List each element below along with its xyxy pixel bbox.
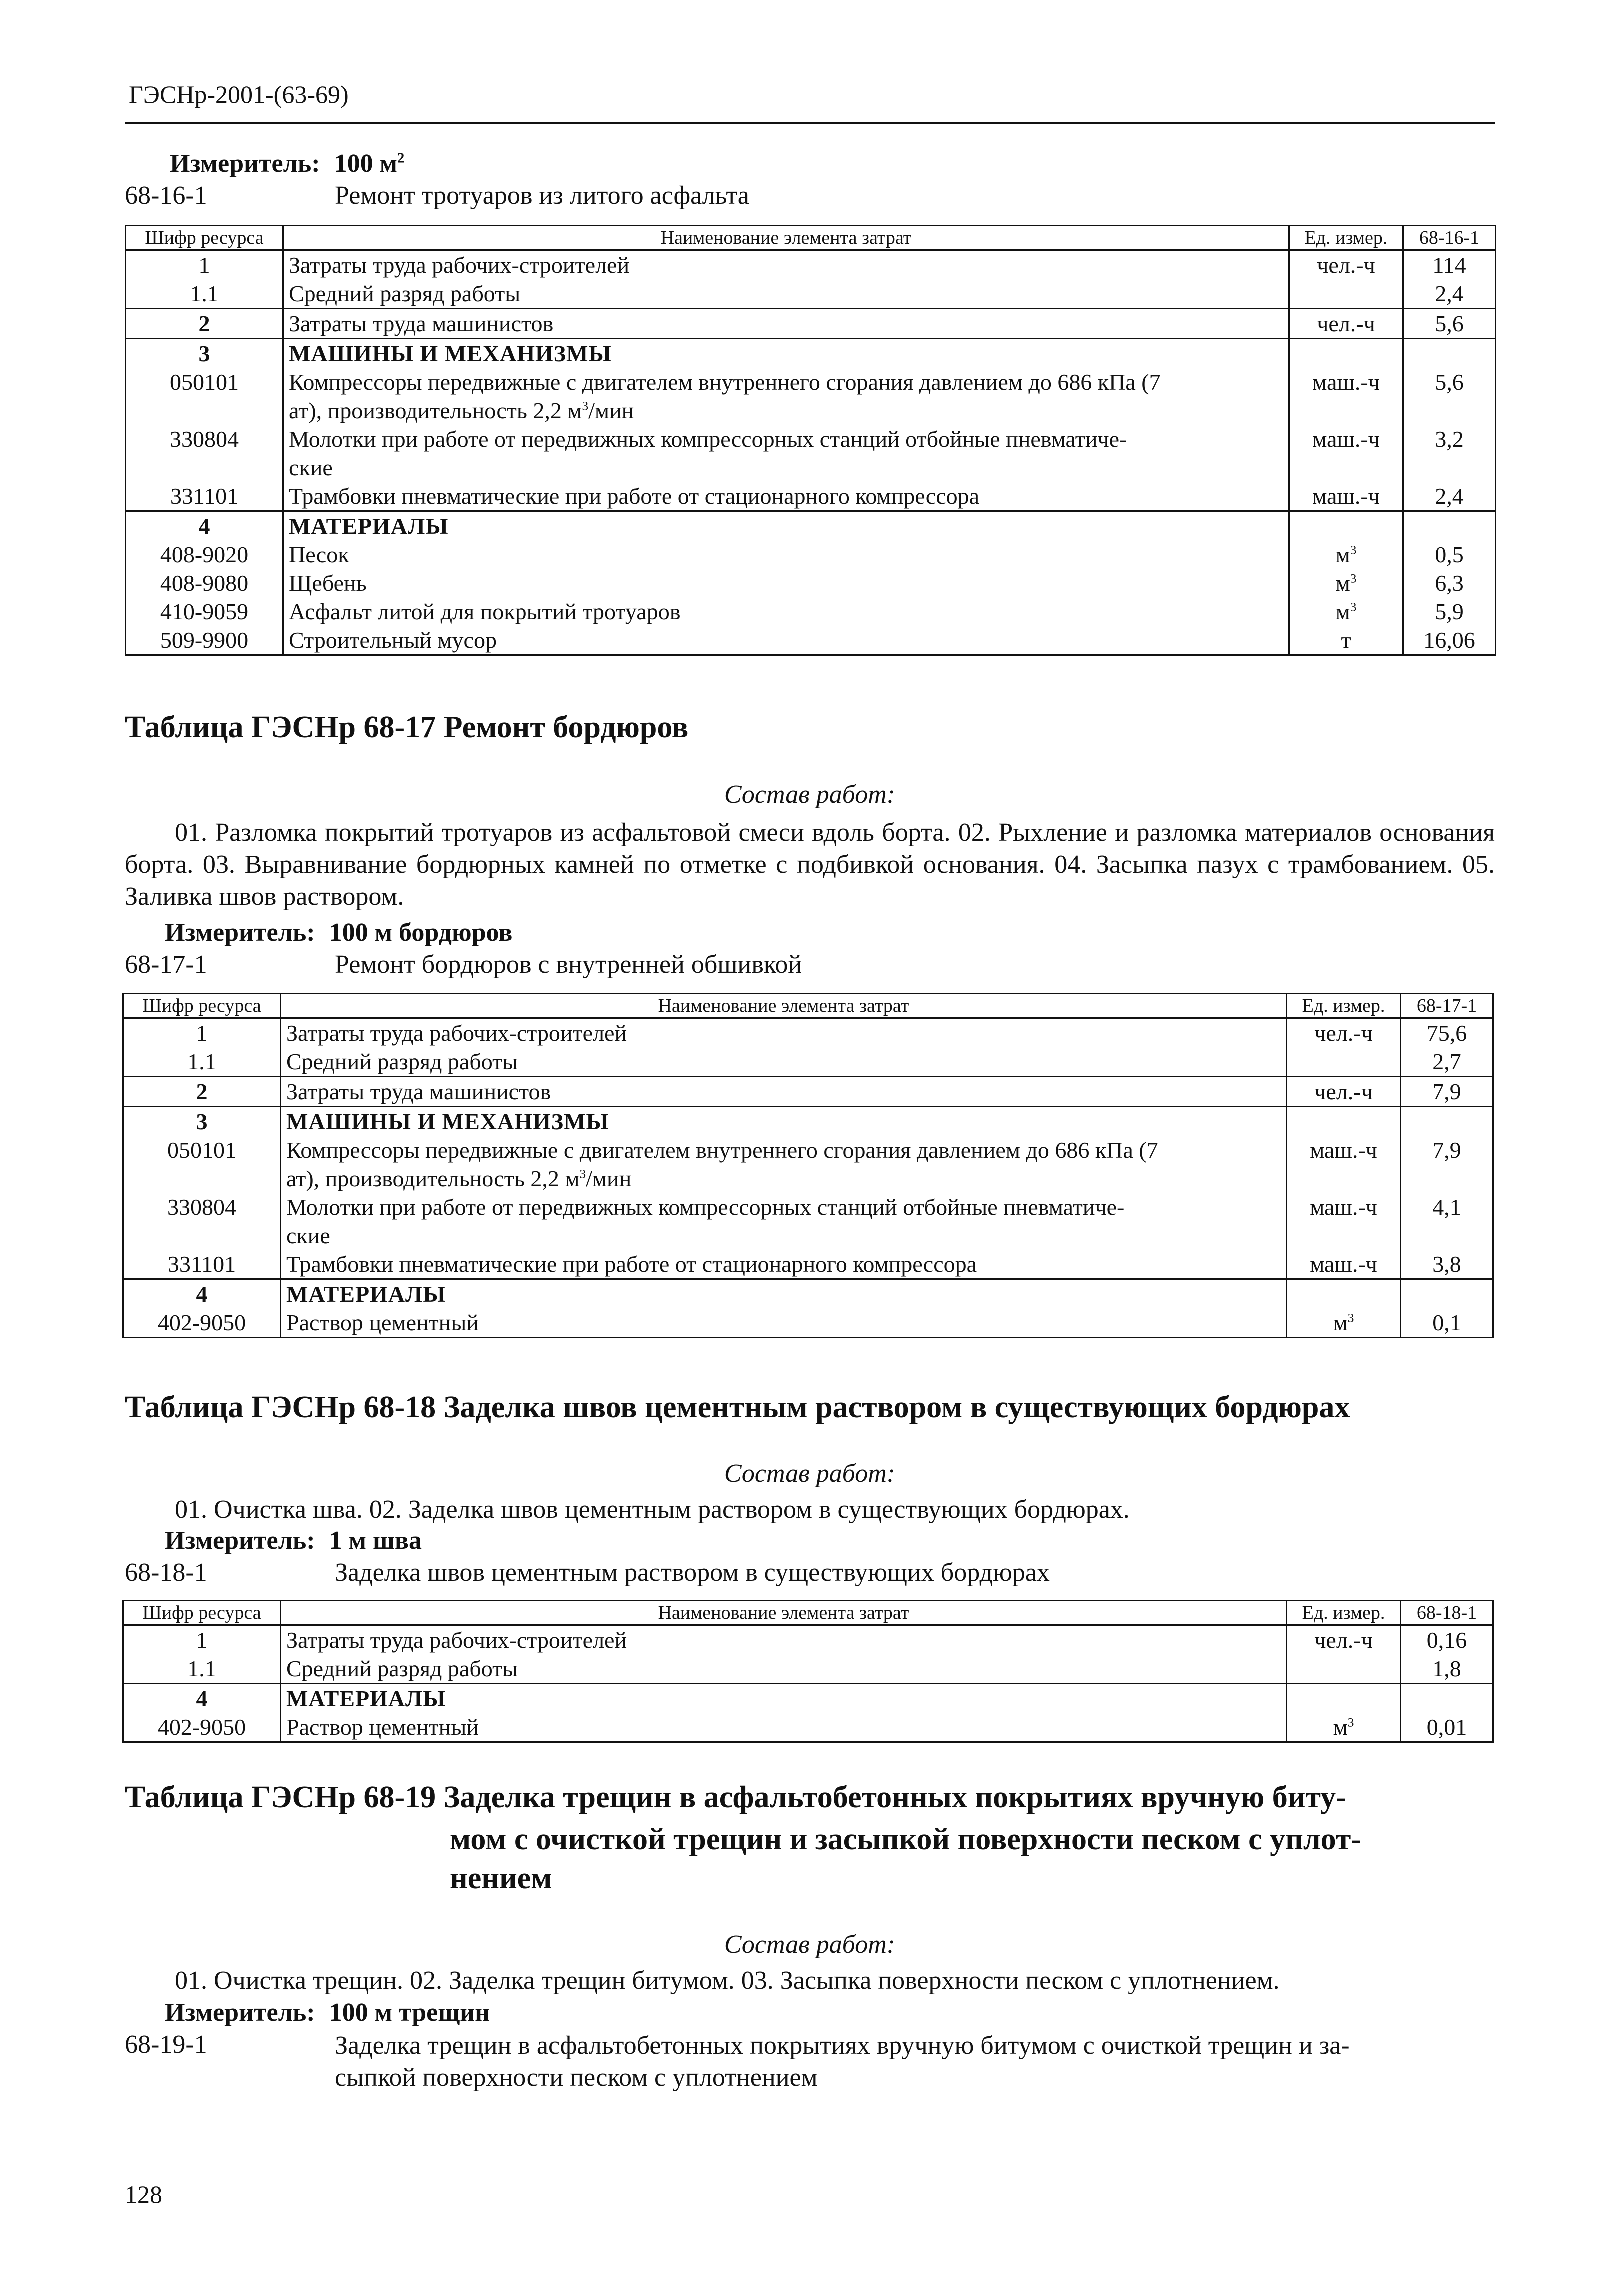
table-row: 2 Затраты труда машинистов чел.-ч 7,9 [123,1077,1493,1107]
col-code: Шифр ресурса [126,226,283,250]
item-68-16-1 [125,181,1475,210]
sostav-label: Состав работ: [724,780,896,809]
item-68-17-1 [125,950,1475,979]
table-row: 1.1 Средний разряд работы 2,4 [126,279,1496,309]
table-title-68-19: Таблица ГЭСНр 68-19 Заделка трещин в асфальтобетонных покрытиях вручную биту- [125,1780,1346,1814]
table-row: 1 Затраты труда рабочих-строителей чел.-ч 114 [126,250,1496,280]
table-title-68-19-cont2: нением [450,1861,552,1895]
section-row: 3 МАШИНЫ И МЕХАНИЗМЫ [126,339,1496,368]
section-row: 4 МАТЕРИАЛЫ [123,1279,1493,1309]
table-title-68-19-cont: мом с очисткой трещин и засыпкой поверхности песком с уплот- [450,1822,1361,1856]
table-row: 1 Затраты труда рабочих-строителей чел.-ч 0,16 [123,1625,1493,1655]
works-description: 01. Очистка шва. 02. Заделка швов цементным раствором в существующих бордюрах. [175,1495,1130,1524]
table-header-row: Шифр ресурса Наименование элемента затрат Ед. измер. 68-18-1 [123,1601,1493,1625]
item-68-19-1 [125,2030,1495,2092]
section-row: 4 МАТЕРИАЛЫ [126,511,1496,541]
table-row: 331101 Трамбовки пневматические при работе от стационарного компрессора маш.-ч 2,4 [126,482,1496,511]
section-row: 3 МАШИНЫ И МЕХАНИЗМЫ [123,1107,1493,1136]
header-rule [125,122,1495,124]
item-title: Заделка трещин в асфальтобетонных покрытиях вручную битумом с очисткой трещин и за- сыпкой поверхности песком с уплотнением [335,2031,1350,2092]
table-header-row: Шифр ресурса Наименование элемента затрат Ед. измер. 68-17-1 [123,994,1493,1018]
table-row: 330804 Молотки при работе от передвижных компрессорных станций отбойные пневматиче- ские маш.-ч 3,2 [126,425,1496,482]
measure-68-16 [170,149,404,178]
table-header-row [126,226,1496,250]
table-row: 1.1 Средний разряд работы 1,8 [123,1654,1493,1684]
works-description: 01. Очистка трещин. 02. Заделка трещин битумом. 03. Засыпка поверхности песком с уплотнением. [175,1966,1280,1995]
table-row: 1.1 Средний разряд работы 2,7 [123,1047,1493,1077]
works-description: 01. Разломка покрытий тротуаров из асфальтовой смеси вдоль борта. 02. Рыхление и разломка материалов основания борта. 03. Выравнивание бордюрных камней по отметке с подбивкой основания. 04. Засыпка пазух с трамбованием. 05. Заливка швов раствором. [125,818,1495,911]
table-row: 509-9900 Строительный мусор т 16,06 [126,626,1496,655]
table-row: 331101 Трамбовки пневматические при работе от стационарного компрессора маш.-ч 3,8 [123,1250,1493,1279]
section-row: 4 МАТЕРИАЛЫ [123,1684,1493,1713]
measure-label: Измеритель: [170,149,320,178]
table-title-68-17: Таблица ГЭСНр 68-17 Ремонт бордюров [125,710,689,744]
measure-68-17: Измеритель: 100 м бордюров [165,918,513,947]
table-row: 330804 Молотки при работе от передвижных компрессорных станций отбойные пневматиче- ские маш.-ч 4,1 [123,1193,1493,1250]
item-code: 68-17-1 [125,950,207,979]
item-code: 68-19-1 [125,2030,207,2059]
col-unit: Ед. измер. [1289,226,1403,250]
item-title: Ремонт бордюров с внутренней обшивкой [335,950,802,979]
table-row: 2 Затраты труда машинистов чел.-ч 5,6 [126,309,1496,339]
col-value: 68-16-1 [1403,226,1496,250]
item-title: Заделка швов цементным раствором в существующих бордюрах [335,1558,1050,1587]
table-row: 1 Затраты труда рабочих-строителей чел.-ч 75,6 [123,1018,1493,1048]
running-header: ГЭСНр-2001-(63-69) [129,80,349,108]
item-code: 68-18-1 [125,1558,207,1587]
table-row: 410-9059 Асфальт литой для покрытий тротуаров $м^3$ 5,9 [126,597,1496,626]
table-title-68-18: Таблица ГЭСНр 68-18 Заделка швов цементным раствором в существующих бордюрах [125,1390,1350,1424]
table-row: 408-9080 Щебень $м^3$ 6,3 [126,569,1496,597]
item-title: Ремонт тротуаров из литого асфальта [335,181,749,210]
table-row: 050101 Компрессоры передвижные с двигателем внутреннего сгорания давлением до 686 кПа (7 ат), производительность 2,2 $м^3$/мин маш.-ч 5,6 [126,368,1496,425]
sostav-label: Состав работ: [724,1459,896,1488]
table-row: 408-9020 Песок $м^3$ 0,5 [126,540,1496,569]
table-row: 402-9050 Раствор цементный $м^3$ 0,1 [123,1308,1493,1338]
table-68-18-1 [122,1600,1494,1743]
measure-68-18: Измеритель: 1 м шва [165,1526,422,1555]
table-row: 050101 Компрессоры передвижные с двигателем внутреннего сгорания давлением до 686 кПа (7 ат), производительность 2,2 $м^3$/мин маш.-ч 7,9 [123,1136,1493,1193]
item-68-18-1 [125,1558,1475,1587]
sostav-label: Состав работ: [724,1930,896,1959]
table-row: 402-9050 Раствор цементный $м^3$ 0,01 [123,1713,1493,1742]
table-68-16-1 [125,225,1496,656]
table-68-17-1 [122,993,1494,1338]
measure-68-19: Измеритель: 100 м трещин [165,1998,490,2027]
page-number: 128 [125,2180,162,2208]
item-code: 68-16-1 [125,181,207,210]
col-name: Наименование элемента затрат [283,226,1289,250]
measure-value: 100 $м^2$ [334,149,405,178]
